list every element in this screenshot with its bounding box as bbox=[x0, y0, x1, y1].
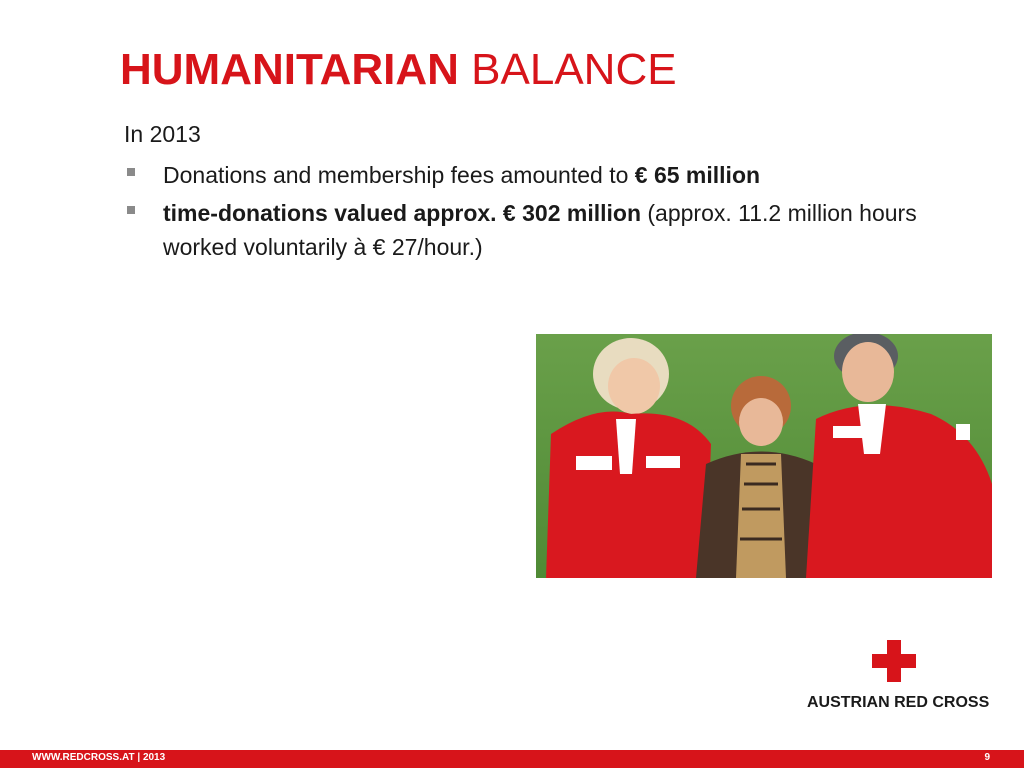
bullet-item bbox=[124, 196, 944, 264]
red-cross-icon bbox=[872, 640, 916, 682]
bullet-list bbox=[124, 158, 944, 268]
bullet-bold: € 65 million bbox=[634, 162, 761, 188]
bullet-bold: time-donations valued approx. € 302 million bbox=[163, 200, 641, 226]
square-bullet-icon bbox=[127, 206, 135, 214]
bullet-text: Donations and membership fees amounted to bbox=[163, 162, 635, 188]
bullet-item bbox=[124, 158, 944, 192]
title-bold: HUMANITARIAN bbox=[120, 45, 459, 94]
page-number: 9 bbox=[984, 752, 990, 763]
bullet-text: (approx. 11.2 million hours worked voluntarily à € 27/hour.) bbox=[163, 200, 917, 260]
logo-text: AUSTRIAN RED CROSS bbox=[807, 694, 990, 711]
square-bullet-icon bbox=[127, 168, 135, 176]
volunteers-photo bbox=[536, 334, 992, 578]
title-regular: BALANCE bbox=[471, 45, 677, 94]
footer-bar bbox=[0, 750, 1024, 768]
slide-title bbox=[120, 44, 677, 96]
intro-text: In 2013 bbox=[124, 121, 201, 147]
footer-website: WWW.REDCROSS.AT | 2013 bbox=[32, 752, 166, 763]
